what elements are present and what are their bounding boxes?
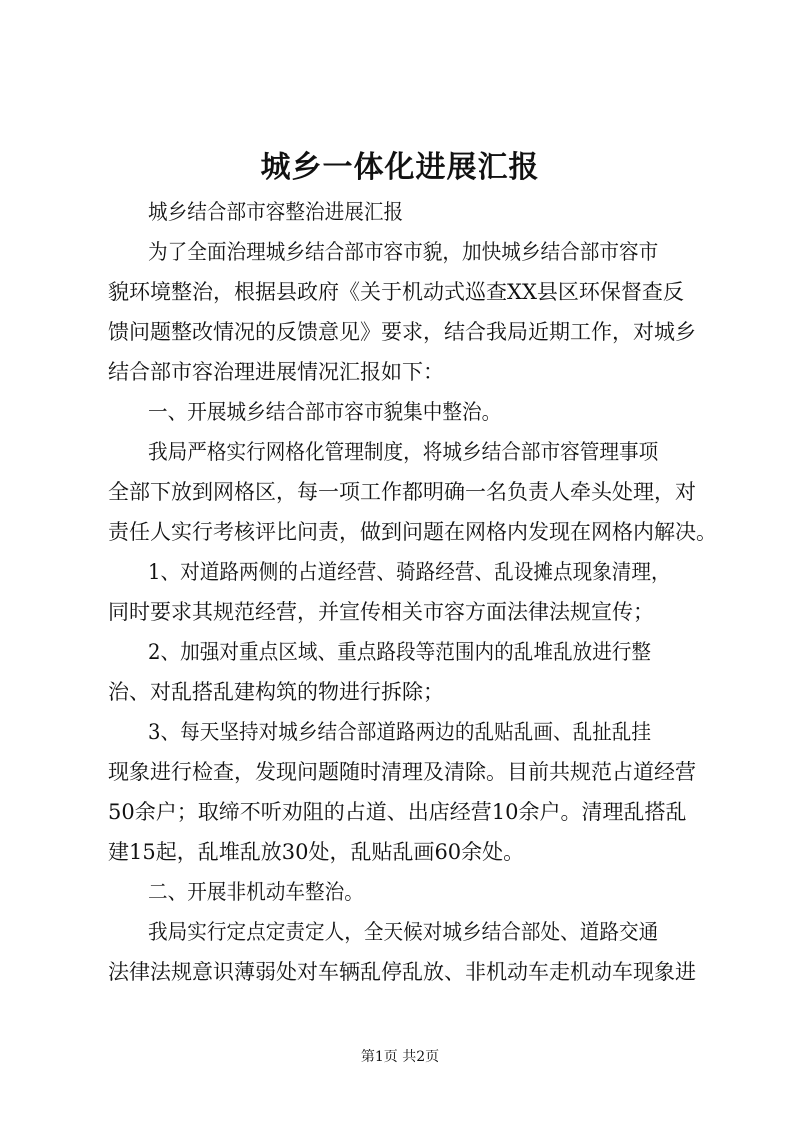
paragraph-line: 全部下放到网格区，每一项工作都明确一名负责人牵头处理，对	[108, 480, 696, 504]
list-item-line: 治、对乱搭乱建构筑的物进行拆除；	[108, 680, 444, 704]
document-title: 城乡一体化进展汇报	[260, 150, 540, 185]
list-item-line: 2、加强对重点区域、重点路段等范围内的乱堆乱放进行整	[148, 640, 652, 664]
list-item-line: 50余户；取缔不听劝阻的占道、出店经营10余户。清理乱搭乱	[108, 800, 687, 824]
paragraph-line: 貌环境整治，根据县政府《关于机动式巡查XX县区环保督查反	[108, 280, 684, 304]
list-item-line: 同时要求其规范经营，并宣传相关市容方面法律法规宣传；	[108, 600, 654, 624]
paragraph-line: 法律法规意识薄弱处对车辆乱停乱放、非机动车走机动车现象进	[108, 960, 696, 984]
paragraph-line: 结合部市容治理进展情况汇报如下：	[108, 360, 444, 384]
list-item-line: 1、对道路两侧的占道经营、骑路经营、乱设摊点现象清理，	[148, 560, 671, 584]
page-footer: 第1页 共2页	[360, 1049, 440, 1065]
paragraph-line: 为了全面治理城乡结合部市容市貌，加快城乡结合部市容市	[148, 240, 659, 264]
list-item-line: 现象进行检查，发现问题随时清理及清除。目前共规范占道经营	[108, 760, 696, 784]
paragraph-line: 馈问题整改情况的反馈意见》要求，结合我局近期工作，对城乡	[108, 320, 696, 344]
paragraph-line: 我局实行定点定责定人，全天候对城乡结合部处、道路交通	[148, 920, 659, 944]
list-item-line: 建15起，乱堆乱放30处，乱贴乱画60余处。	[108, 840, 525, 864]
list-item-line: 3、每天坚持对城乡结合部道路两边的乱贴乱画、乱扯乱挂	[148, 720, 652, 744]
paragraph-line: 我局严格实行网格化管理制度，将城乡结合部市容管理事项	[148, 440, 659, 464]
section-heading: 二、开展非机动车整治。	[148, 880, 364, 904]
paragraph-line: 责任人实行考核评比问责，做到问题在网格内发现在网格内解决。	[108, 520, 717, 544]
subtitle-line: 城乡结合部市容整治进展汇报	[148, 200, 404, 224]
section-heading: 一、开展城乡结合部市容市貌集中整治。	[148, 400, 502, 424]
